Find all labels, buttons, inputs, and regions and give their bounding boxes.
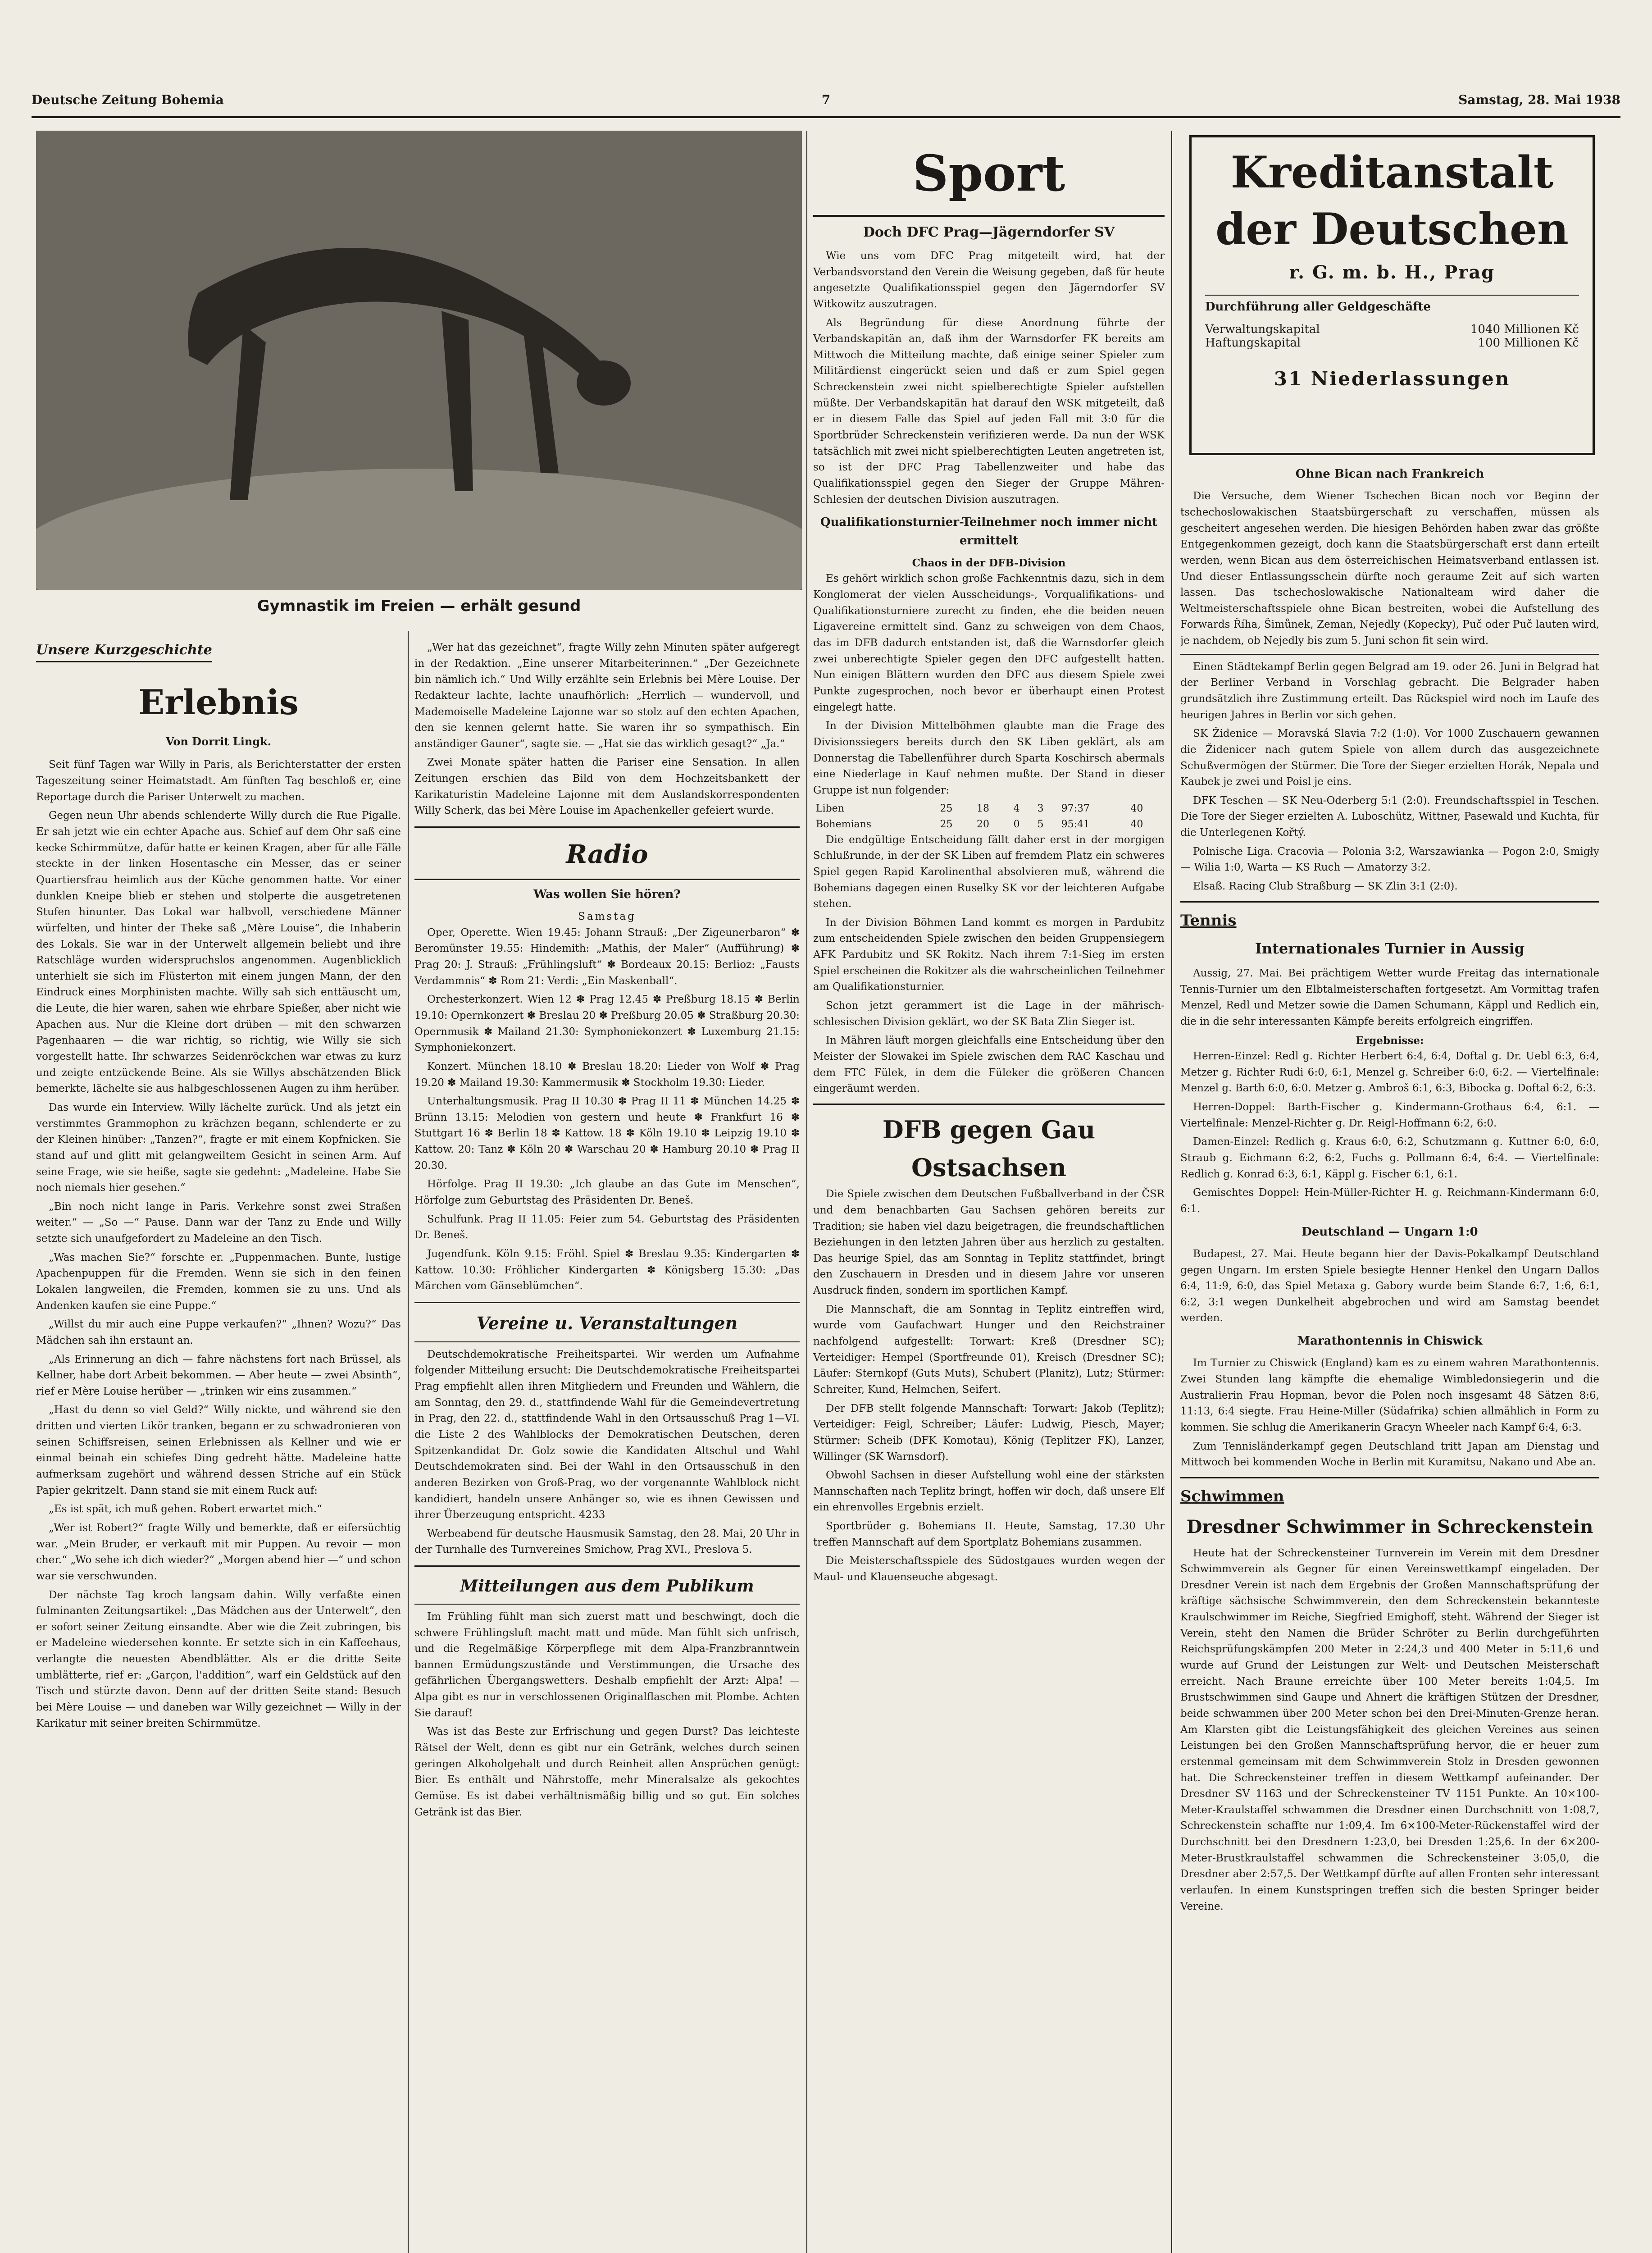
column-divider [1171, 131, 1172, 2253]
table-cell: 40 [1130, 818, 1143, 830]
story-paragraph: „Hast du denn so viel Geld?“ Willy nickte, und während sie den dritten und vierten Likör tranken, begann er zu schwadronieren von seinen Schiffsreisen, seinen Erlebnissen als Kellner und wie er einmal beinah ein schiefes Ding gedreht hätte. Madeleine hatte aufmerksam zugehört und während dessen Striche auf ein Stück Papier gekritzelt. Dann stand sie mit einem Ruck auf: [36, 1404, 401, 1496]
ad-line4: Durchführung aller Geldgeschäfte [1205, 295, 1579, 314]
section-rule [414, 1302, 800, 1303]
story-paragraph: „Was machen Sie?“ forschte er. „Puppenmachen. Bunte, lustige Apachenpuppen für die Fremden. Wenn sie sich in den feinen Lokalen langweilen, die Fremden, kommen sie zu uns. Und als Andenken kaufen sie eine Puppe.“ [36, 1251, 401, 1312]
story-paragraph: Gegen neun Uhr abends schlenderte Willy durch die Rue Pigalle. Er sah jetzt wie ein echter Apache aus. Schief auf dem Ohr saß eine kecke Schirmmütze, dafür hatte er keinen Kragen, aber für alle Fälle steckte in der linken Hosentasche ein Messer, das er seiner Quartiersfrau heimlich aus der Küche genommen hatte. Vor einer dunklen Kneipe blieb er stehen und stolperte die ausgetretenen Stufen hinunter. Das Lokal war halbvoll, verschiedene Männer würfelten, und hinter der Theke saß „Mère Louise“, die Inhaberin des Lokals. Sie war in der Unterwelt allgemein beliebt und ihre Ratschläge wurden widerspruchslos angenommen. Augenblicklich unterhielt sie sich im Flüsterton mit einem jungen Mann, der den Eindruck eines Morphinisten machte. Willy sah sich enttäuscht um, die Leute, die hier waren, sahen wie ehrbare Spießer, aber nicht wie Apachen aus. Nur die Kleine dort drüben — mit den schwarzen Pagenhaaren — die war richtig, so richtig, wie Willy sie sich vorgestellt hatte. Ihr schwarzes Seidenröckchen war etwas zu kurz und zeigte entzückende Beine. Als sie Willys abschätzenden Blick bemerkte, lächelte sie aus halbgeschlossenen Augen zu ihm herüber. [36, 810, 401, 1095]
radio-item: Unterhaltungsmusik. Prag II 10.30 ✽ Prag II 11 ✽ München 14.25 ✽ Brünn 13.15: Melodien von gestern und heute ✽ Frankfurt 16 ✽ Stuttgart 16 ✽ Berlin 18 ✽ Kattow. 18 ✽ Köln 19.10 ✽ Leipzig 19.10 ✽ Kattow. 20: Tanz ✽ Köln 20 ✽ Warschau 20 ✽ Hamburg 20.10 ✽ Prag II 20.30. [414, 1095, 800, 1172]
section-rule [414, 1604, 800, 1605]
ad-row-label: Haftungskapital [1205, 336, 1301, 350]
story-column [36, 640, 401, 2253]
right-paragraph: Gemischtes Doppel: Hein-Müller-Richter H. g. Reichmann-Kindermann 6:0, 6:1. [1180, 1187, 1599, 1215]
table-cell: 5 [1037, 818, 1044, 830]
right-column [1180, 460, 1599, 2253]
sport-headline: Doch DFC Prag—Jägerndorfer SV [863, 224, 1115, 240]
section-rule [1180, 1477, 1599, 1478]
right-paragraph: Herren-Einzel: Redl g. Richter Herbert 6:4, 6:4, Doftal g. Dr. Uebl 6:3, 6:4, Metzer g. Richter Rudi 6:0, 6:1, Menzel g. Schreiber 6:0, 6:2. — Viertelfinale: Menzel g. Barth 6:0, 6:0. Metzer g. Ambroš 6:1, 6:3, Bibocka g. Doftal 6:2, 6:3. [1180, 1050, 1599, 1095]
story-paragraph: „Es ist spät, ich muß gehen. Robert erwartet mich.“ [49, 1503, 322, 1515]
column-divider [806, 131, 807, 2253]
tennis-section-label: Tennis [1180, 911, 1237, 930]
vereine-paragraph: Deutschdemokratische Freiheitspartei. Wir werden um Aufnahme folgender Mitteilung ersucht: Die Deutschdemokratische Freiheitspartei Prag empfiehlt allen ihren Mitgliedern und Freunden und Wählern, die am Sonntag, den 29. d., stattfindende Wahl für die Gemeindevertretung in Prag, den 22. d., stattfindende Wahl in den Ortsausschuß Prag 1—VI. die Liste 2 des Wahlblocks der Demokratischen Deutschen, deren Spitzenkandidat Dr. Golz sowie die Kandidaten Altschul und Wahl Deutschdemokraten sind. Bei der Wahl in den Ortsausschuß in den anderen Bezirken von Groß-Prag, wo der vorgenannte Wahlblock nicht kandidiert, handeln unsere Anhänger so, wie es ihnen Gewissen und ihrer Überzeugung entspricht. 4233 [414, 1348, 800, 1521]
ad-line3: r. G. m. b. H., Prag [1289, 262, 1495, 283]
right-headline: Dresdner Schwimmer in Schreckenstein [1186, 1516, 1593, 1537]
issue-date: Samstag, 28. Mai 1938 [1458, 92, 1620, 107]
section-rule [414, 1341, 800, 1342]
gymnastics-photo [36, 131, 802, 590]
right-paragraph: Zum Tennisländerkampf gegen Deutschland tritt Japan am Dienstag und Mittwoch bei kommenden Woche in Berlin mit Kuramitsu, Nakano und Abe an. [1180, 1440, 1599, 1469]
ad-row [1205, 336, 1579, 350]
story-paragraph: Der nächste Tag kroch langsam dahin. Willy verfaßte einen fulminanten Zeitungsartikel: „Das Mädchen aus der Unterwelt“, den er sofort seiner Zeitung einsandte. Aber wie die Zeit zubringen, bis er Madeleine wiedersehen konnte. Er setzte sich in ein Kaffeehaus, verlangte die neuesten Abendblätter. Als er die dritte Seite umblätterte, rief er: „Garçon, l'addition“, warf ein Geldstück auf den Tisch und stürzte davon. Denn auf der dritten Seite stand: Besuch bei Mère Louise — und daneben war Willy gezeichnet — Willy in der Karikatur mit seiner breiten Schirmmütze. [36, 1589, 401, 1729]
story-paragraph: „Wer ist Robert?“ fragte Willy und bemerkte, daß er eifersüchtig war. „Mein Bruder, er verkauft mit mir Puppen. Au revoir — mon cher.“ „Wo sehe ich dich wieder?“ „Morgen abend hier —“ und schon war sie verschwunden. [36, 1522, 401, 1582]
results-label: Ergebnisse: [1356, 1034, 1424, 1047]
section-rule [414, 879, 800, 880]
ad-row-value: 1040 Millionen Kč [1470, 323, 1579, 336]
table-cell: 3 [1037, 803, 1044, 815]
story-paragraph: Das wurde ein Interview. Willy lächelte zurück. Und als jetzt ein verstimmtes Grammophon zu krächzen begann, schlenderte er zu der Kleinen hinüber: „Tanzen?“, fragte er mit einem Kopfnicken. Sie stand auf und glitt mit gelangweiltem Gesicht in seinen Arm. Auf seine Frage, wie sie heiße, sagte sie gedehnt: „Madeleine. Habe Sie noch niemals hier gesehen.“ [36, 1101, 401, 1194]
publikum-paragraph: Im Frühling fühlt man sich zuerst matt und beschwingt, doch die schwere Frühlingsluft macht matt und müde. Man fühlt sich unfrisch, und die Regelmäßige Körperpflege mit dem Alpa-Franzbranntwein bannen Ermüdungszustände und Verstimmungen, die Ursache des gefährlichen Übergangswetters. Deshalb empfiehlt der Arzt: Alpa! — Alpa gibt es nur in verschlossenen Originalflaschen mit Plombe. Achten Sie darauf! [414, 1610, 800, 1719]
sport-paragraph: Sportbrüder g. Bohemians II. Heute, Samstag, 17.30 Uhr treffen Mannschaft auf dem Sportplatz Bohemians zusammen. [813, 1520, 1165, 1548]
sport-paragraph: Der DFB stellt folgende Mannschaft: Torwart: Jakob (Teplitz); Verteidiger: Feigl, Schreiber; Läufer: Ludwig, Piesch, Mayer; Stürmer: Scheib (DFK Komotau), König (Teplitzer FK), Lanzer, Willinger (SK Warnsdorf). [813, 1402, 1165, 1463]
right-headline: Deutschland — Ungarn 1:0 [1302, 1225, 1478, 1239]
ad-line5: 31 Niederlassungen [1274, 368, 1511, 390]
story-paragraph: Seit fünf Tagen war Willy in Paris, als Berichterstatter der ersten Tageszeitung seiner Heimatstadt. Am fünften Tag beschloß er, eine Reportage durch die Pariser Unterwelt zu machen. [36, 759, 401, 803]
radio-day: Samstag [578, 911, 636, 923]
photo-caption: Gymnastik im Freien — erhält gesund [257, 597, 581, 615]
section-rule [813, 215, 1165, 217]
table-cell: Liben [816, 803, 844, 815]
table-row [813, 801, 1165, 816]
sport-paragraph: Die Meisterschaftsspiele des Südostgaues wurden wegen der Maul- und Klauenseuche abgesagt. [813, 1555, 1165, 1583]
radio-item: Hörfolge. Prag II 19.30: „Ich glaube an das Gute im Menschen“, Hörfolge zum Geburtstag des Präsidenten Dr. Beneš. [414, 1178, 800, 1207]
radio-item: Konzert. München 18.10 ✽ Breslau 18.20: Lieder von Wolf ✽ Prag 19.20 ✽ Mailand 19.30: Kammermusik ✽ Stockholm 19.30: Lieder. [414, 1060, 800, 1089]
ad-line1: Kreditanstalt [1230, 147, 1554, 198]
publikum-paragraph: Was ist das Beste zur Erfrischung und gegen Durst? Das leichteste Rätsel der Welt, denn es gibt nur ein Getränk, welches durch seinen geringen Alkoholgehalt und durch Reinheit allen Ansprüchen genügt: Bier. Es enthält und Nährstoffe, mehr Mineralsalze als gekochtes Gemüse. Es ist dabei verhältnismäßig billig und so gut. Ein solches Getränk ist das Bier. [414, 1726, 800, 1818]
radio-item: Orchesterkonzert. Wien 12 ✽ Prag 12.45 ✽ Preßburg 18.15 ✽ Berlin 19.10: Opernkonzert ✽ Breslau 20 ✽ Preßburg 20.05 ✽ Straßburg 20.30: Opernmusik ✽ Mailand 21.30: Symphoniekonzert ✽ Luxemburg 21.15: Symphoniekonzert. [414, 994, 800, 1054]
sport-paragraph: Wie uns vom DFC Prag mitgeteilt wird, hat der Verbandsvorstand den Verein die Weisung gegeben, daß für heute angesetzte Qualifikationsspiel gegen den Jägerndorfer SV Witkowitz auszutragen. [813, 250, 1165, 310]
sport-paragraph: In der Division Mittelböhmen glaubte man die Frage des Divisionssiegers bereits durch den SK Liben geklärt, als am Donnerstag die Tabellenführer durch Sparta Koschirsch abermals eine Niederlage in Kauf nehmen mußte. Der Stand in dieser Gruppe ist nun folgender: [813, 720, 1165, 796]
ad-row-value: 100 Millionen Kč [1478, 336, 1579, 350]
story-paragraph: „Wer hat das gezeichnet“, fragte Willy zehn Minuten später aufgeregt in der Redaktion. „Eine unserer Mitarbeiterinnen.“ „Der Gezeichnete bin nämlich ich.“ Und Willy erzählte sein Erlebnis bei Mère Louise. Der Redakteur lachte, lachte unaufhörlich: „Herrlich — wundervoll, und Mademoiselle Madeleine Lajonne war so stolz auf den echten Apachen, den sie kennen gelernt hatte. Sie waren ihr so sympathisch. Ein anständiger Gauner“, sagte sie. — „Hat sie das wirklich gesagt?“ „Ja.“ [414, 642, 800, 750]
right-paragraph: SK Židenice — Moravská Slavia 7:2 (1:0). Vor 1000 Zuschauern gewannen die Židenicer nach gutem Spiele von allem durch das ausgezeichnete Schußvermögen der Stürmer. Die Tore der Sieger erzielten Horák, Nepala und Kaubek je zwei und Poisl je eins. [1180, 728, 1599, 788]
header-rule [32, 116, 1620, 118]
right-paragraph: Aussig, 27. Mai. Bei prächtigem Wetter wurde Freitag das internationale Tennis-Turnier um den Elbtalmeisterschaften fortgesetzt. Am Vormittag trafen Menzel, Redl und Metzer sowie die Damen Schumann, Käppl und Redlich ein, die in die sehr interessanten Kämpfe bereits erfolgreich eingriffen. [1180, 967, 1599, 1027]
table-cell: 97:37 [1061, 803, 1090, 815]
story-title: Erlebnis [138, 682, 299, 722]
ad-capital-table [1205, 323, 1579, 350]
sport-paragraph: Die Mannschaft, die am Sonntag in Teplitz eintreffen wird, wurde vom Gaufachwart Hunger und den Reichstrainer nachfolgend aufgestellt: Torwart: Kreß (Dresdner SC); Verteidiger: Hempel (Sportfreunde 01), Kreisch (Dresdner SC); Läufer: Sternkopf (Guts Muts), Schubert (Planitz), Lutz; Stürmer: Schreiter, Kund, Helmchen, Seifert. [813, 1303, 1165, 1396]
table-cell: 25 [940, 818, 953, 830]
ad-row [1205, 323, 1579, 336]
page-header [32, 92, 1620, 115]
section-rule [414, 1565, 800, 1567]
sport-subheadline: Chaos in der DFB-Division [912, 556, 1066, 569]
section-rule [1180, 654, 1599, 655]
page-number: 7 [821, 92, 831, 107]
swimming-section-label: Schwimmen [1180, 1487, 1284, 1505]
right-headline: Marathontennis in Chiswick [1297, 1334, 1483, 1348]
publikum-title: Mitteilungen aus dem Publikum [460, 1577, 754, 1596]
right-headline: Internationales Turnier in Aussig [1255, 940, 1525, 958]
radio-title: Radio [566, 839, 648, 870]
standings-table [813, 801, 1165, 832]
sport-column [813, 131, 1165, 2253]
right-paragraph: Damen-Einzel: Redlich g. Kraus 6:0, 6:2, Schutzmann g. Kuttner 6:0, 6:0, Straub g. Eichmann 6:2, 6:2, Fuchs g. Pollmann 6:4, 6:4. — Viertelfinale: Redlich g. Konrad 6:3, 6:1, Käppl g. Fischer 6:1, 6:1. [1180, 1136, 1599, 1180]
sport-paragraph: In der Division Böhmen Land kommt es morgen in Pardubitz zum entscheidenden Spiele zwischen den beiden Gruppensiegern AFK Pardubitz und SK Rokitz. Nach ihrem 7:1-Sieg im ersten Spiel erscheinen die Rokitzer als die wahrscheinlichen Teilnehmer am Qualifikationsturnier. [813, 917, 1165, 993]
table-cell: Bohemians [816, 818, 872, 830]
right-paragraph: Elsaß. Racing Club Straßburg — SK Zlin 3:1 (2:0). [1193, 880, 1458, 893]
table-cell: 25 [940, 803, 953, 815]
right-paragraph: Die Versuche, dem Wiener Tschechen Bican noch vor Beginn der tschechoslowakischen Staatsbürgerschaft zu verschaffen, müssen als gescheitert angesehen werden. Die hiesigen Behörden haben zwar das größte Entgegenkommen gezeigt, doch kann die Staatsbürgerschaft erst dann erteilt werden, wenn Bican aus dem österreichischen Heimatsverband entlassen ist. Und dieser Entlassungsschein dürfte noch geraume Zeit auf sich warten lassen. Das tschechoslowakische Nationalteam wird daher die Weltmeisterschaftsspiele ohne Bican bestreiten, wobei die Aufstellung des Forwards Říha, Šimůnek, Zeman, Nejedly (Kopecky), Puč oder Puč lauten wird, je nachdem, ob Nejedly bis zum 5. Juni schon fit sein wird. [1180, 490, 1599, 647]
story-section-label: Unsere Kurzgeschichte [36, 640, 212, 662]
sport-paragraph: Es gehört wirklich schon große Fachkenntnis dazu, sich in dem Konglomerat der vielen Ausscheidungs-, Vorqualifikations- und Qualifikationsturniere zurecht zu finden, ehe die beiden neuen Ligavereine ermittelt sind. Ganz zu schweigen von dem Chaos, das im DFB dadurch entstanden ist, daß die Warnsdorfer gleich zwei unberechtigte Spieler gegen den DFC aufgestellt hatten. Nun einigen Blättern wurden den DFC aus diesem Spiele zwei Punkte zugesprochen, noch bevor er überhaupt einen Protest eingelegt hatte. [813, 573, 1165, 713]
sport-paragraph: Schon jetzt gerammert ist die Lage in der mährisch-schlesischen Division geklärt, wo der SK Bata Zlin Sieger ist. [813, 1000, 1165, 1028]
story-paragraph: „Bin noch nicht lange in Paris. Verkehre sonst zwei Straßen weiter.“ — „So —“ Pause. Dann war der Tanz zu Ende und Willy setzte sich unaufgefordert zu Madeleine an den Tisch. [36, 1200, 401, 1245]
radio-item: Jugendfunk. Köln 9.15: Fröhl. Spiel ✽ Breslau 9.35: Kindergarten ✽ Kattow. 10.30: Fröhlicher Kindergarten ✽ Königsberg 15.30: „Das Märchen vom Gänseblümchen“. [414, 1248, 800, 1292]
vereine-paragraph: Werbeabend für deutsche Hausmusik Samstag, den 28. Mai, 20 Uhr in der Turnhalle des Turnvereines Smichow, Prag XVI., Preslova 5. [414, 1528, 800, 1556]
table-cell: 18 [977, 803, 990, 815]
sport-paragraph: In Mähren läuft morgen gleichfalls eine Entscheidung über den Meister der Slowakei im Spiele zwischen dem RAC Kaschau und dem FTC Fülek, in dem die Füleker die größeren Chancen eingeräumt werden. [813, 1035, 1165, 1095]
kreditanstalt-ad [1189, 135, 1595, 455]
right-paragraph: Polnische Liga. Cracovia — Polonia 3:2, Warszawianka — Pogon 2:0, Smigły — Wilia 1:0, Warta — KS Ruch — Amatorzy 3:2. [1180, 845, 1599, 874]
radio-item: Schulfunk. Prag II 11.05: Feier zum 54. Geburtstag des Präsidenten Dr. Beneš. [414, 1213, 800, 1241]
right-paragraph: Im Turnier zu Chiswick (England) kam es zu einem wahren Marathontennis. Zwei Stunden lang kämpfte die ehemalige Wimbledonsiegerin und die Australierin Frau Hopman, bevor die Polen noch insgesamt 48 Sätzen 8:6, 11:13, 6:4 siegte. Frau Heine-Miller (Südafrika) schien allmählich in Form zu kommen. Sie schlug die Amerikanerin Gracyn Wheeler nach Kampf 6:4, 6:3. [1180, 1357, 1599, 1433]
section-rule [1180, 901, 1599, 903]
right-headline: Ohne Bican nach Frankreich [1295, 467, 1484, 481]
right-paragraph: Heute hat der Schreckensteiner Turnverein im Verein mit dem Dresdner Schwimmverein als Gegner für einen Vereinswettkampf eingeladen. Der Dresdner Verein ist nach dem Ergebnis der Großen Mannschaftsprüfung der kräftige sächsische Schwimmverein, den dem Schreckenstein bekannteste Kraulschwimmer im Reiche, Siegfried Emighoff, steht. Während der Sieger ist Verein, steht den Namen die Brüder Schröter zu Berlin durchgeführten Reichsprüfungskämpfen 200 Meter in 2:24,3 und 400 Meter in 5:11,6 und wurde auf Grund der Leistungen zur Welt- und Deutschen Meisterschaft erreicht. Nach Braune erreichte über 100 Meter bereits 1:04,5. Im Brustschwimmen sind Gaupe und Ahnert die kräftigen Stützen der Dresdner, beide schwammen über 200 Meter schon bei den Drei-Minuten-Grenze heran. Am Klarsten gibt die Leistungsfähigkeit des gleichen Vereines aus seinen Leistungen bei den Großen Mannschaftsprüfung hervor, die er heuer zum erstenmal gemeinsam mit dem Schwimmverein Stolz in Dresden gewonnen hat. Die Schreckensteiner treffen in diesem Wettkampf aufeinander. Der Dresdner SV 1163 und der Schreckensteiner TV 1151 Punkte. An 10×100-Meter-Kraulstaffel schwammen die Dresdner einen Durchschnitt von 1:08,7, Schreckenstein schaffte nur 1:09,4. Im 6×100-Meter-Rückenstaffel wird der Durchschnitt bei den Dresdnern 1:23,0, bei Dresden 1:25,6. In der 6×200-Meter-Brustkraulstaffel schwammen die Schreckensteiner 3:05,0, die Dresdner aber 2:57,5. Der Wettkampf dürfte auf allen Fronten sehr interessant verlaufen. In einem Kunstspringen treffen sich die besten Springer beider Vereine. [1180, 1547, 1599, 1912]
right-paragraph: Budapest, 27. Mai. Heute begann hier der Davis-Pokalkampf Deutschland gegen Ungarn. Im ersten Spiele besiegte Henner Henkel den Ungarn Dallos 6:4, 11:9, 6:0, das Spiel Metaxa g. Gabory wurde beim Stande 6:7, 1:6, 6:1, 6:2, 3:1 wegen Dunkelheit abgebrochen und wird am Samstag beendet werden. [1180, 1248, 1599, 1324]
table-cell: 95:41 [1061, 818, 1090, 830]
story-author: Von Dorrit Lingk. [165, 735, 272, 748]
vereine-title: Vereine u. Veranstaltungen [476, 1313, 738, 1333]
column-divider [408, 631, 409, 2253]
sport-paragraph: Die endgültige Entscheidung fällt daher erst in der morgigen Schlußrunde, in der der SK Liben auf fremdem Platz ein schweres Spiel gegen Rapid Karolinenthal absolvieren muß, während die Bohemians dagegen einen Ruselky SK vor der leichteren Aufgabe stehen. [813, 834, 1165, 910]
sport-paragraph: Als Begründung für diese Anordnung führte der Verbandskapitän an, daß ihm der Warnsdorfer FK bereits am Mittwoch die Mitteilung machte, daß einige seiner Spieler zum Militärdienst eingerückt seien und daß er zum Spiel gegen Schreckenstein zwei nicht spielberechtigte Spieler aufstellen müßte. Der Verbandskapitän hat darauf den WSK mitgeteilt, daß er in diesem Falle das Spiel auf jeden Fall mit 3:0 für die Sportbrüder Schreckenstein verifizieren werde. Da nun der WSK tatsächlich mit zwei nicht spielberechtigten Leuten angetreten ist, so ist der DFC Prag Tabellenzweiter und habe das Qualifikationsspiel gegen den Sieger der Gruppe Mähren-Schlesien der deutschen Division auszutragen. [813, 317, 1165, 506]
sport-title: Sport [912, 144, 1065, 202]
section-rule [414, 826, 800, 828]
radio-item: Oper, Operette. Wien 19.45: Johann Strauß: „Der Zigeunerbaron“ ✽ Beromünster 19.55: Hindemith: „Mathis, der Maler“ (Aufführung) ✽ Prag 20: J. Strauß: „Frühlingsluft“ ✽ Bordeaux 20.15: Berlioz: „Fausts Verdammnis“ ✽ Rom 21: Verdi: „Ein Maskenball“. [414, 926, 800, 987]
newspaper-name: Deutsche Zeitung Bohemia [32, 92, 224, 107]
story-paragraph: „Willst du mir auch eine Puppe verkaufen?“ „Ihnen? Wozu?“ Das Mädchen sah ihn erstaunt an. [36, 1318, 401, 1346]
story-paragraph: Zwei Monate später hatten die Pariser eine Sensation. In allen Zeitungen erschien das Bild von dem Hochzeitsbankett der Karikaturistin Madeleine Lajonne mit dem Auslandskorrespondenten Willy Scherk, das bei Mère Louise im Apachenkeller gefeiert wurde. [414, 757, 800, 817]
table-row [813, 817, 1165, 832]
sport-paragraph: Obwohl Sachsen in dieser Aufstellung wohl eine der stärksten Mannschaften nach Teplitz bringt, hoffen wir doch, daß unsere Elf ein ehrenvolles Ergebnis erzielt. [813, 1469, 1165, 1514]
sport-headline: DFB gegen Gau Ostsachsen [882, 1115, 1096, 1182]
right-paragraph: Einen Städtekampf Berlin gegen Belgrad am 19. oder 26. Juni in Belgrad hat der Berliner Verband in Vorschlag gebracht. Die Belgrader haben grundsätzlich ihre Zustimmung erteilt. Das Rückspiel wird noch im Laufe des heurigen Jahres in Berlin vor sich gehen. [1180, 661, 1599, 721]
section-rule [813, 1104, 1165, 1105]
table-cell: 20 [977, 818, 990, 830]
table-cell: 0 [1013, 818, 1020, 830]
middle-left-column [414, 640, 800, 2253]
table-cell: 40 [1130, 803, 1143, 815]
radio-question: Was wollen Sie hören? [533, 887, 681, 901]
sport-headline: Qualifikationsturnier-Teilnehmer noch immer nicht ermittelt [820, 515, 1158, 547]
right-paragraph: Herren-Doppel: Barth-Fischer g. Kindermann-Grothaus 6:4, 6:1. — Viertelfinale: Menzel-Richter g. Dr. Reigl-Hoffmann 6:2, 6:0. [1180, 1101, 1599, 1129]
ad-row-label: Verwaltungskapital [1205, 323, 1320, 336]
story-paragraph: „Als Erinnerung an dich — fahre nächstens fort nach Brüssel, als Kellner, habe dort Arbeit bekommen. — Aber heute — zwei Absinth“, rief er Mère Louise herüber — „trinken wir eins zusammen.“ [36, 1353, 401, 1397]
ad-line2: der Deutschen [1215, 204, 1569, 255]
sport-paragraph: Die Spiele zwischen dem Deutschen Fußballverband in der ČSR und dem benachbarten Gau Sachsen gehören bereits zur Tradition; sie haben viel dazu beigetragen, die freundschaftlichen Beziehungen in den letzten Jahren über aus herzlich zu gestalten. Das heurige Spiel, das am Sonntag in Teplitz stattfindet, bringt den Zuschauern in Dresden und in diesem Jahre vor unseren Ausdruck finden, sondern im sportlichen Kampf. [813, 1188, 1165, 1297]
table-cell: 4 [1013, 803, 1020, 815]
right-paragraph: DFK Teschen — SK Neu-Oderberg 5:1 (2:0). Freundschaftsspiel in Teschen. Die Tore der Sieger erzielten A. Luboschütz, Wittner, Pasewald und Kuchta, für die Unterlegenen Kořtý. [1180, 794, 1599, 839]
